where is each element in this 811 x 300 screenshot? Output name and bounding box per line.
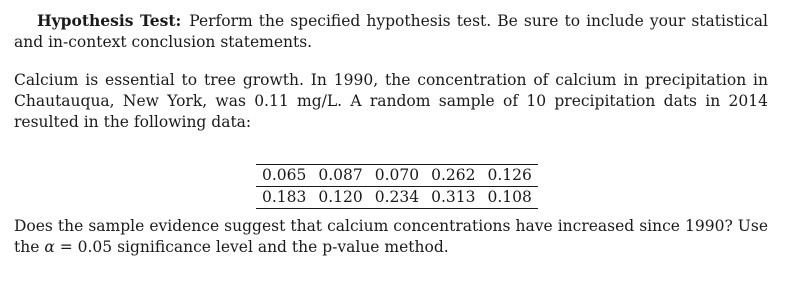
data-cell: 0.108	[482, 187, 538, 209]
table-row	[256, 187, 538, 209]
context-paragraph: Calcium is essential to tree growth. In 1990, the concentration of calcium in precipitation in Chautauqua, New York, was 0.11 mg/L. A random sample of 10 precipitation dats in 2014 resulted in the following data:	[14, 71, 768, 131]
data-cell: 0.087	[312, 165, 368, 187]
question-suffix: = 0.05 significance level and the p-value method.	[59, 238, 449, 256]
hypothesis-test-heading: Hypothesis Test:	[37, 11, 182, 30]
instruction-text: Perform the specified hypothesis test. Be sure to include your statistical and in-context conclusion statements.	[14, 12, 768, 51]
alpha-symbol: α	[44, 238, 55, 256]
question-paragraph	[14, 216, 768, 258]
data-cell: 0.262	[425, 165, 481, 187]
data-cell: 0.070	[369, 165, 425, 187]
data-cell: 0.313	[425, 187, 481, 209]
instruction-paragraph	[14, 10, 768, 53]
data-cell: 0.065	[256, 165, 312, 187]
data-cell: 0.234	[369, 187, 425, 209]
data-cell: 0.126	[482, 165, 538, 187]
data-cell: 0.120	[312, 187, 368, 209]
question-text: Does the sample evidence suggest that calcium concentrations have increased since 1990? Use the	[14, 217, 768, 256]
data-cell: 0.183	[256, 187, 312, 209]
table-row	[256, 165, 538, 187]
data-table	[256, 164, 538, 209]
